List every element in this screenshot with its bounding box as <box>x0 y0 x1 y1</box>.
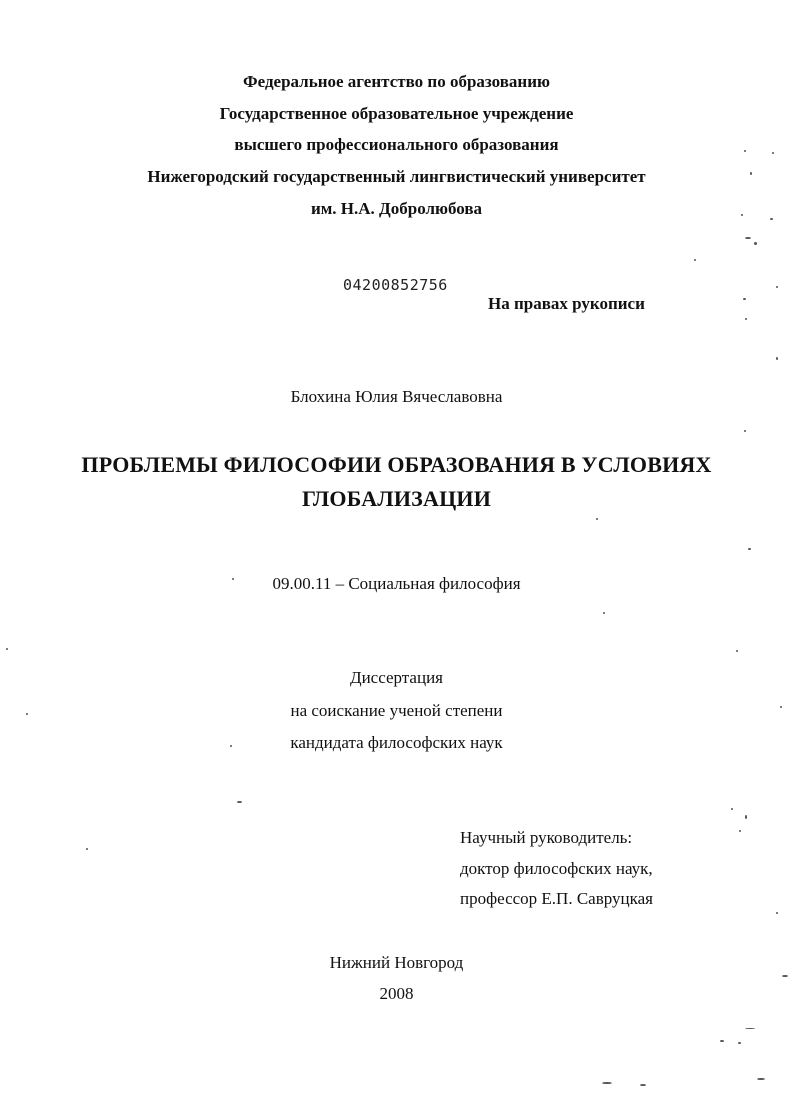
year: 2008 <box>379 984 414 1003</box>
advisor-degree: доктор философских наук, <box>460 859 653 878</box>
university-name: Нижегородский государственный лингвистический университет <box>147 167 646 186</box>
dissertation-title-line-1: ПРОБЛЕМЫ ФИЛОСОФИИ ОБРАЗОВАНИЯ В УСЛОВИЯХ <box>81 452 712 477</box>
advisor-name: профессор Е.П. Савруцкая <box>460 889 653 908</box>
specialty-code: 09.00.11 – Социальная философия <box>272 574 521 593</box>
document-type: Диссертация <box>349 668 443 687</box>
advisor-label: Научный руководитель: <box>460 828 633 847</box>
dissertation-title-line-2: ГЛОБАЛИЗАЦИИ <box>301 486 492 511</box>
agency-name: Федеральное агентство по образованию <box>243 72 550 91</box>
degree-name: кандидата философских наук <box>290 733 503 752</box>
author-name: Блохина Юлия Вячеславовна <box>290 387 503 406</box>
education-level: высшего профессионального образования <box>234 135 559 154</box>
manuscript-rights: На правах рукописи <box>488 294 645 313</box>
university-namesake: им. Н.А. Добролюбова <box>310 199 483 218</box>
city: Нижний Новгород <box>329 953 464 972</box>
catalog-code: 04200852756 <box>343 276 448 294</box>
institution-type: Государственное образовательное учреждение <box>219 104 574 123</box>
degree-purpose: на соискание ученой степени <box>290 701 503 720</box>
